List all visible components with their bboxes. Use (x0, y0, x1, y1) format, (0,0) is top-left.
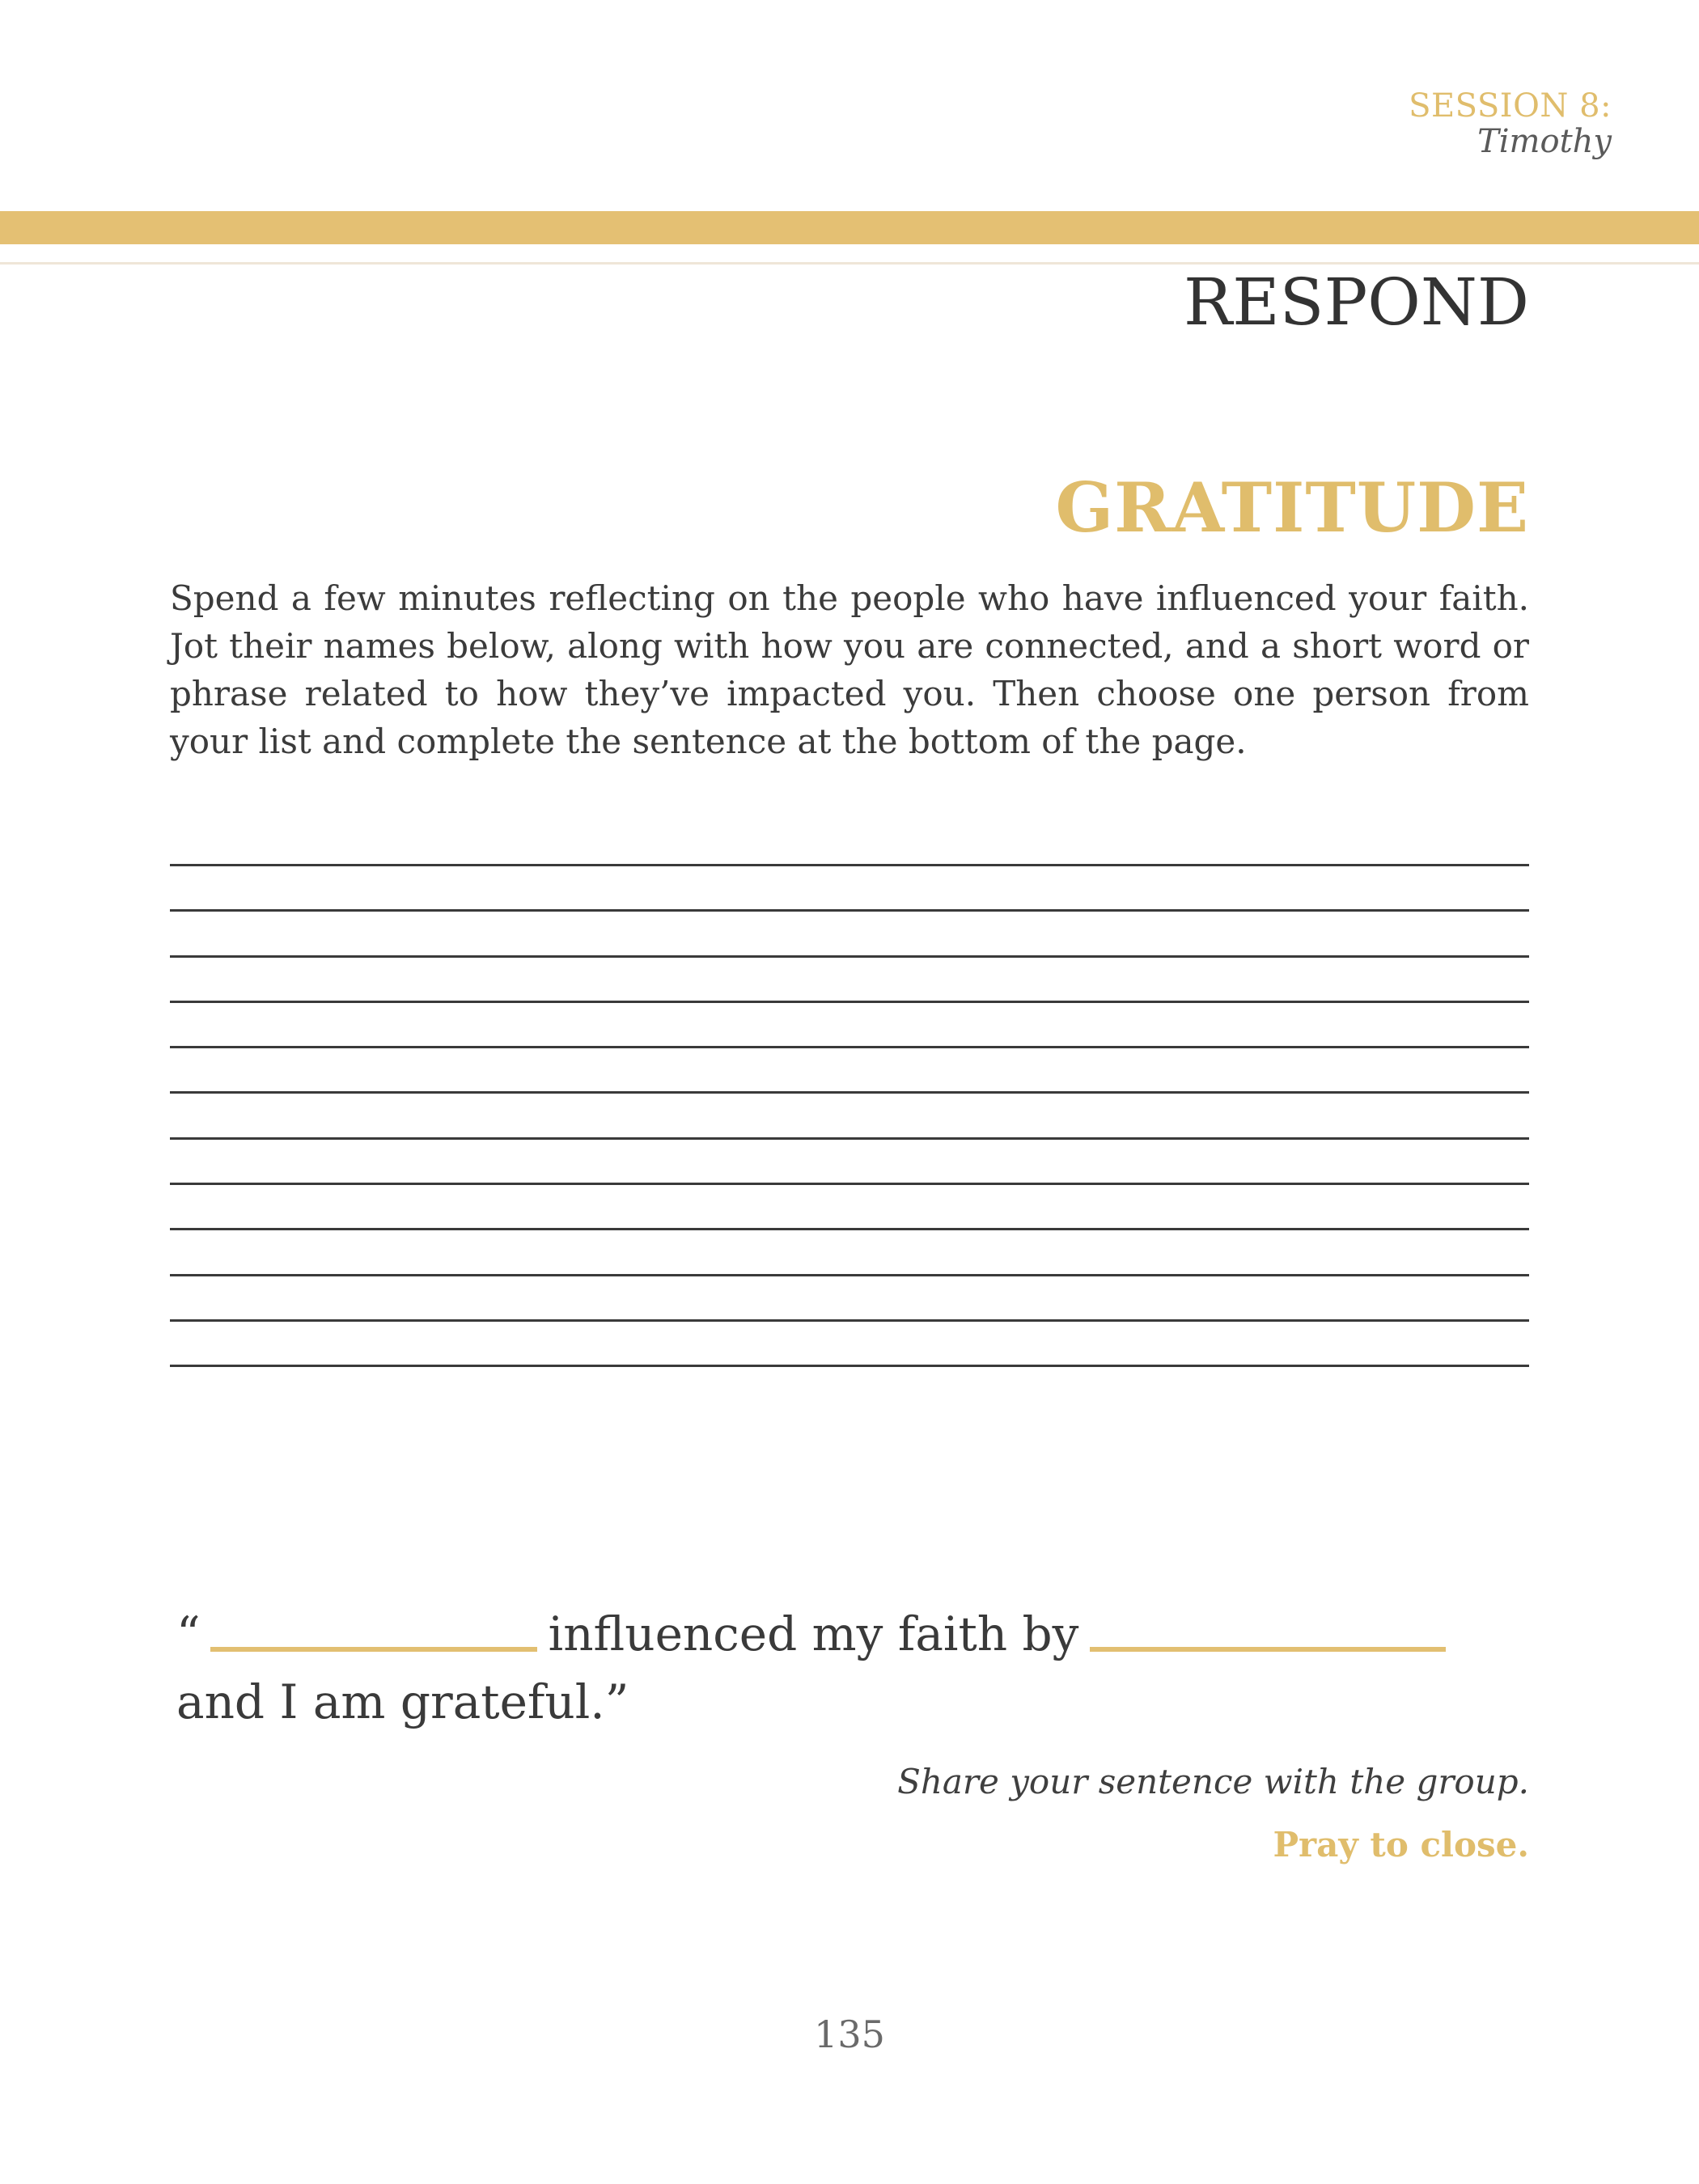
page-number: 135 (814, 2013, 885, 2056)
person-blank[interactable] (210, 1647, 537, 1652)
share-instruction: Share your sentence with the group. (897, 1762, 1529, 1801)
writing-line[interactable] (170, 1319, 1529, 1322)
writing-line[interactable] (170, 1183, 1529, 1185)
session-label: SESSION 8: (1409, 87, 1612, 125)
writing-line[interactable] (170, 1001, 1529, 1003)
writing-line[interactable] (170, 1046, 1529, 1048)
open-quote: “ (176, 1606, 201, 1661)
fill-in-sentence (176, 1600, 1544, 1736)
writing-line[interactable] (170, 909, 1529, 912)
sentence-end: and I am grateful.” (176, 1674, 629, 1729)
writing-line[interactable] (170, 1365, 1529, 1367)
activity-title: GRATITUDE (1055, 468, 1529, 548)
writing-line[interactable] (170, 1091, 1529, 1094)
instructions-paragraph: Spend a few minutes reflecting on the people who have influenced your faith. Jot their names below, along with how you are connected, and a short word or phrase related to how they’ve impacted you. Then choose one person from your list and complete the sentence at the bottom of the page. (170, 578, 1529, 761)
writing-line[interactable] (170, 955, 1529, 958)
pray-instruction: Pray to close. (1273, 1825, 1529, 1864)
gold-header-band (0, 211, 1699, 244)
writing-line[interactable] (170, 864, 1529, 866)
sentence-middle: influenced my faith by (548, 1606, 1079, 1661)
session-name: Timothy (1477, 123, 1612, 160)
section-heading: RESPOND (1184, 265, 1529, 340)
writing-lines[interactable] (170, 864, 1529, 1411)
impact-blank[interactable] (1090, 1647, 1446, 1652)
writing-line[interactable] (170, 1137, 1529, 1140)
writing-line[interactable] (170, 1228, 1529, 1230)
writing-line[interactable] (170, 1274, 1529, 1276)
